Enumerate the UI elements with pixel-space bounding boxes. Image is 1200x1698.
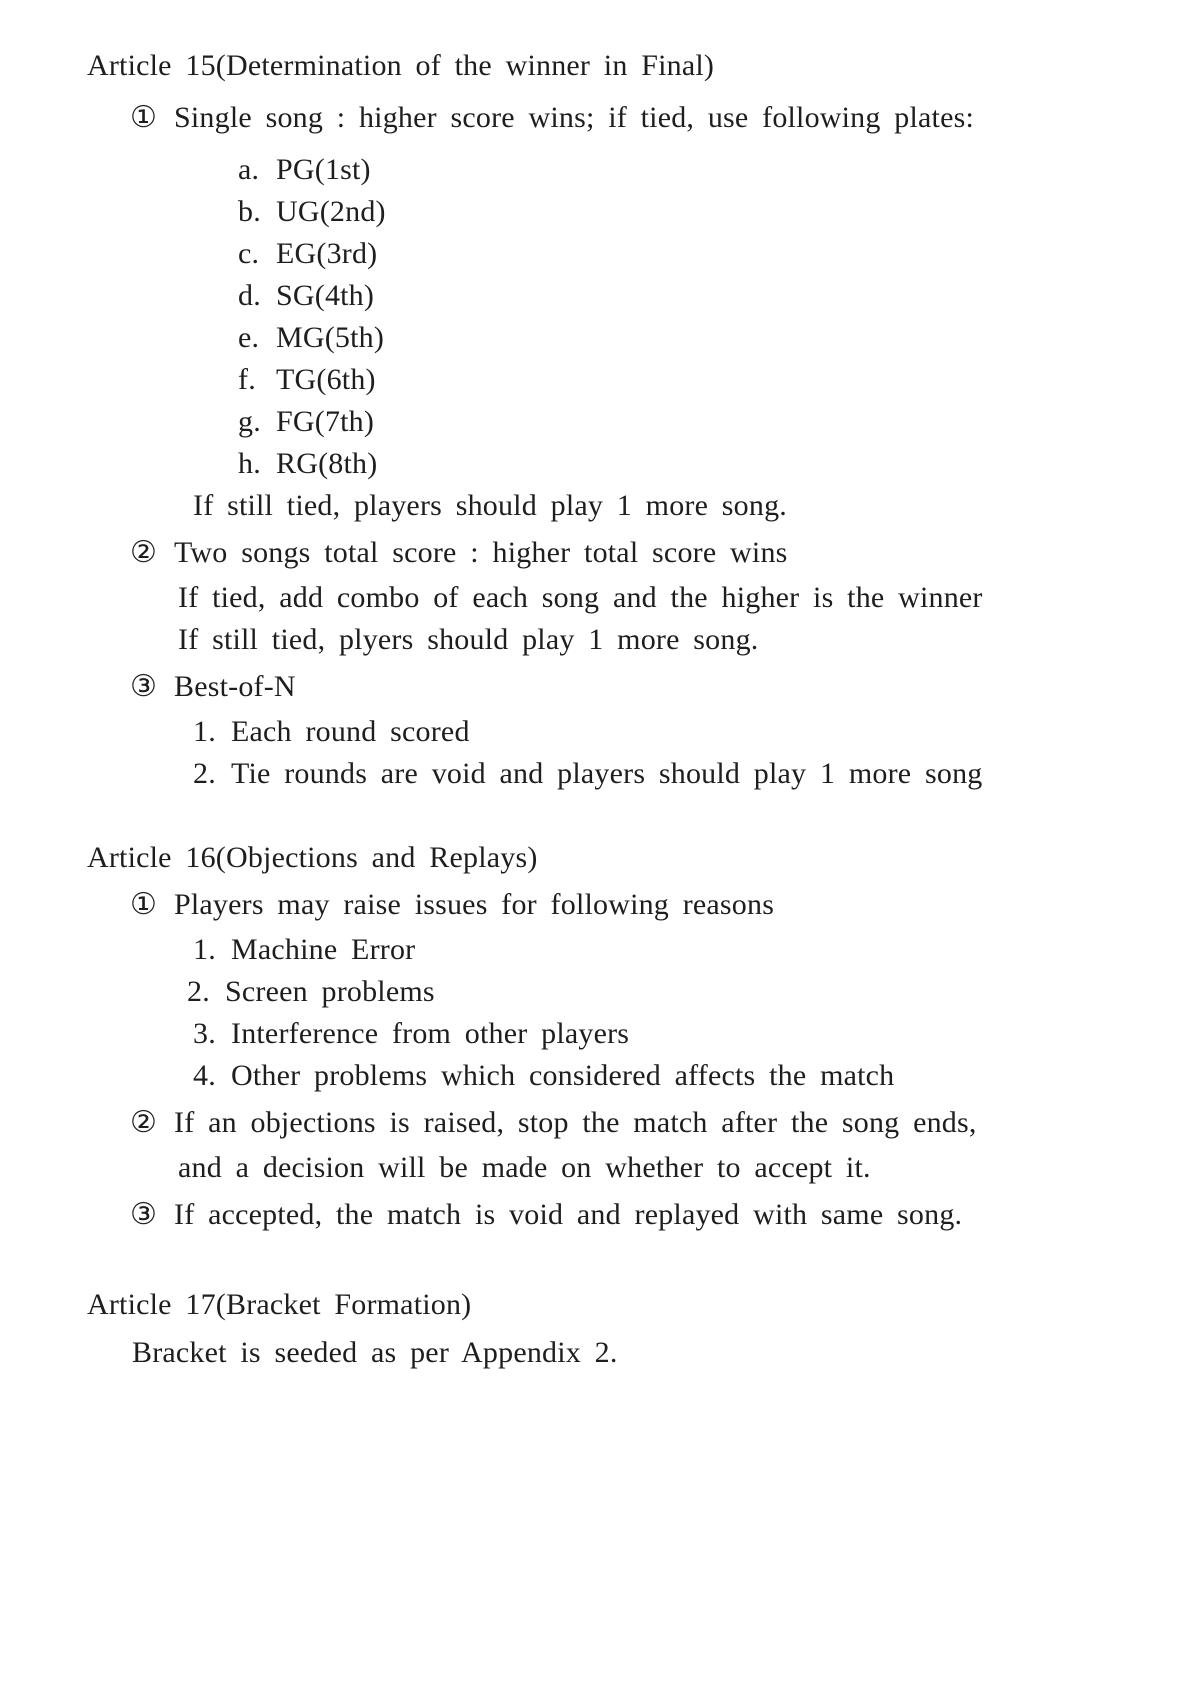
sub-item-text: Each round scored <box>231 715 470 748</box>
tie-break-note: If still tied, players should play 1 more song. <box>193 489 787 522</box>
item-text: Single song : higher score wins; if tied, use following plates: <box>174 101 974 134</box>
item-marker: ② <box>130 1106 158 1139</box>
plate-item <box>238 446 377 482</box>
article-17-heading: Article 17(Bracket Formation) <box>87 1288 472 1321</box>
plate-text: SG(4th) <box>276 279 375 312</box>
plate-mark: b. <box>238 195 261 228</box>
plate-text: EG(3rd) <box>276 237 378 270</box>
plate-mark: f. <box>238 363 256 396</box>
sub-item-text: Machine Error <box>231 933 416 966</box>
item-text: If accepted, the match is void and replayed with same song. <box>174 1198 963 1231</box>
sub-item-text: Other problems which considered affects the match <box>231 1059 895 1092</box>
plate-mark: d. <box>238 279 261 312</box>
sub-item <box>187 974 435 1010</box>
sub-item-mark: 1. <box>193 715 216 748</box>
article-17-body: Bracket is seeded as per Appendix 2. <box>132 1336 618 1369</box>
plate-item <box>238 236 377 272</box>
plate-item <box>238 152 371 188</box>
item-text: If an objections is raised, stop the match after the song ends, <box>174 1106 977 1139</box>
plate-mark: a. <box>238 153 260 186</box>
article-16-item-3 <box>130 1197 962 1233</box>
plate-item <box>238 362 376 398</box>
sub-item <box>193 714 470 750</box>
plate-mark: e. <box>238 321 260 354</box>
article-16-item-1 <box>130 887 774 923</box>
sub-item <box>193 932 415 968</box>
article-15-item-2 <box>130 535 788 571</box>
item-continuation: If tied, add combo of each song and the higher is the winner <box>178 581 983 614</box>
item-continuation: and a decision will be made on whether to accept it. <box>178 1151 871 1184</box>
plate-text: RG(8th) <box>276 447 378 480</box>
item-marker: ① <box>130 101 158 134</box>
item-marker: ③ <box>130 670 158 703</box>
sub-item-mark: 1. <box>193 933 216 966</box>
sub-item-text: Interference from other players <box>231 1017 630 1050</box>
sub-item-mark: 4. <box>193 1059 216 1092</box>
plate-text: UG(2nd) <box>276 195 386 228</box>
item-continuation: If still tied, plyers should play 1 more song. <box>178 623 759 656</box>
sub-item-text: Screen problems <box>225 975 435 1008</box>
item-marker: ③ <box>130 1198 158 1231</box>
article-16-heading: Article 16(Objections and Replays) <box>87 841 538 874</box>
sub-item-mark: 3. <box>193 1017 216 1050</box>
sub-item <box>193 1058 894 1094</box>
sub-item-mark: 2. <box>187 975 210 1008</box>
item-text: Players may raise issues for following reasons <box>174 888 775 921</box>
sub-item-text: Tie rounds are void and players should play 1 more song <box>231 757 983 790</box>
plate-text: MG(5th) <box>276 321 385 354</box>
plate-item <box>238 194 386 230</box>
article-15-heading: Article 15(Determination of the winner in Final) <box>87 49 715 82</box>
plate-item <box>238 404 374 440</box>
item-text: Best-of-N <box>174 670 296 703</box>
article-16-item-2 <box>130 1105 977 1141</box>
item-marker: ① <box>130 888 158 921</box>
plate-text: FG(7th) <box>276 405 375 438</box>
plate-mark: g. <box>238 405 261 438</box>
item-text: Two songs total score : higher total score wins <box>174 536 788 569</box>
plate-text: PG(1st) <box>276 153 371 186</box>
sub-item <box>193 756 982 792</box>
article-15-item-1 <box>130 100 974 136</box>
plate-text: TG(6th) <box>276 363 376 396</box>
article-15-item-3 <box>130 669 296 705</box>
sub-item-mark: 2. <box>193 757 216 790</box>
sub-item <box>193 1016 629 1052</box>
plate-mark: h. <box>238 447 261 480</box>
plate-mark: c. <box>238 237 260 270</box>
plate-item <box>238 278 374 314</box>
plate-item <box>238 320 384 356</box>
item-marker: ② <box>130 536 158 569</box>
